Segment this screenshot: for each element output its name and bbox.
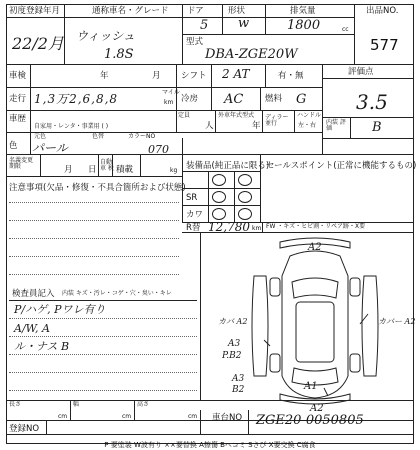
mark-rear-a1: A1	[304, 381, 318, 392]
inspection-tabs: 内装 キズ・汚レ・コゲ・穴・臭い・キレ	[62, 290, 172, 297]
kg-unit: kg	[170, 167, 178, 174]
equip-mark-5	[212, 208, 226, 220]
length-cm: cm	[58, 413, 68, 420]
doors-value: 5	[200, 18, 209, 33]
yuryo-label: 有・無	[278, 71, 304, 81]
height-label: 高さ	[137, 401, 150, 408]
shift-label: シフト	[181, 71, 207, 81]
inspection-note-3: ル・ナス B	[14, 340, 70, 353]
equip-leather: カワ	[186, 210, 204, 220]
lot-label: 出品NO.	[366, 6, 399, 16]
odometer-unit: km	[252, 225, 262, 232]
mileage-value: 1,3万2,6,8,8	[34, 92, 119, 106]
width-cm: cm	[122, 413, 132, 420]
fuel-value: G	[296, 92, 307, 107]
use-label: 車歴	[9, 114, 27, 124]
color-no-value: 070	[148, 143, 169, 156]
interior-value: B	[372, 120, 382, 135]
ext-year-label: 外車年式型式	[218, 112, 255, 119]
model-label: 型式	[186, 37, 204, 47]
color-label: 色	[9, 141, 18, 151]
mark-front-a2: A2	[308, 242, 322, 253]
reg-no-label: 登録NO	[9, 424, 40, 434]
mark-cover-a2-left: カバ A2	[218, 317, 248, 326]
inspection-note-2: A/W, A	[14, 322, 50, 335]
mileage-unit-km: km	[164, 99, 174, 106]
odometer-value: 12,780	[208, 220, 250, 234]
dealer-label: ディラー 並行	[265, 114, 289, 127]
shaken-year-unit: 年	[100, 71, 109, 81]
notes-title: 注意事項(欠品・修復・不具合箇所および状態)	[9, 183, 186, 193]
score-value: 3.5	[356, 90, 388, 114]
change-label: 名義変更 期限	[9, 157, 34, 170]
mark-b2: B2	[232, 385, 245, 395]
damage-legend: P 要塗装 W波有り ××要替換 A擦傷 Bヘコミ Sさび X要交換 C腐食	[104, 441, 316, 449]
cc-unit: cc	[342, 26, 349, 33]
equip-mark-4	[212, 191, 226, 203]
inspection-label: 検査員記入	[12, 289, 55, 299]
fuel-label: 燃料	[265, 94, 283, 104]
mark-rear-a2: A2	[310, 403, 324, 414]
mileage-unit-mile: マイル	[162, 89, 180, 96]
mileage-label: 走行	[9, 94, 27, 104]
mark-cover-a2-right: カバー A2	[378, 317, 416, 326]
first-reg-value: 22/2月	[12, 34, 64, 53]
mark-a3-side: A3	[228, 339, 241, 349]
model-value: DBA-ZGE20W	[205, 47, 298, 62]
length-label: 長さ	[9, 401, 22, 408]
color-sub-changed: 色替	[92, 133, 105, 140]
score-label: 評価点	[348, 67, 374, 77]
shaken-label: 車検	[9, 71, 27, 81]
car-name-value: ウィッシュ	[76, 29, 136, 43]
inspection-note-1: P/ハゲ, Pワレ有り	[14, 303, 106, 316]
sales-point-title: セールスポイント(正常に機能するもの)	[266, 161, 417, 171]
equip-mark-3	[238, 191, 252, 203]
equip-mark-6	[238, 208, 252, 220]
change-month: 月	[64, 165, 73, 175]
grade-value: 1.8S	[104, 47, 134, 62]
interior-label: 内装 評価	[326, 119, 346, 132]
equip-mark-1	[212, 174, 226, 186]
use-sub: 自家用・レンタ・事業用 ( )	[34, 123, 109, 130]
mark-pb2: P.B2	[222, 351, 242, 361]
equipment-title: 装備品(純正品に限る)	[186, 161, 270, 171]
chassis-label: 車台NO	[212, 413, 243, 423]
shape-value: w	[238, 16, 250, 31]
capacity-label: 定員	[178, 112, 191, 119]
shift-value: 2 AT	[222, 67, 250, 81]
displacement-label: 排気量	[290, 6, 316, 16]
equip-sr: SR	[186, 193, 198, 203]
chassis-value: ZGE20-0050805	[256, 413, 364, 428]
fw-strip: FW ・キズ・ヒビ割・リペア跡・X要	[266, 223, 366, 230]
ext-year-unit: 年	[252, 121, 261, 131]
handle-value: 左・右	[298, 122, 317, 129]
mark-a3: A3	[232, 374, 245, 384]
lot-value: 577	[370, 36, 399, 54]
handle-label: ハンドル	[297, 112, 322, 119]
doors-label: ドア	[187, 6, 204, 16]
change-day: 日	[88, 165, 97, 175]
area-label: 積載	[116, 165, 134, 175]
width-label: 幅	[73, 401, 80, 408]
shaken-month-unit: 月	[152, 71, 161, 81]
capacity-unit: 人	[205, 121, 214, 131]
aircon-value: AC	[224, 92, 244, 107]
tax-label: 自動車 税	[100, 159, 114, 172]
equip-mark-2	[238, 174, 252, 186]
shape-label: 形状	[228, 6, 246, 16]
height-cm: cm	[188, 413, 198, 420]
color-sub-original: 元色	[34, 133, 47, 140]
aircon-label: 冷房	[181, 94, 199, 104]
color-value: パール	[32, 141, 68, 155]
odometer-prefix: R替	[186, 223, 201, 233]
car-name-label: 通称車名・グレード	[92, 6, 169, 16]
first-reg-label: 初度登録年月	[9, 6, 61, 16]
color-no-label: カラーNO	[128, 133, 156, 140]
displacement-value: 1800	[287, 18, 321, 33]
